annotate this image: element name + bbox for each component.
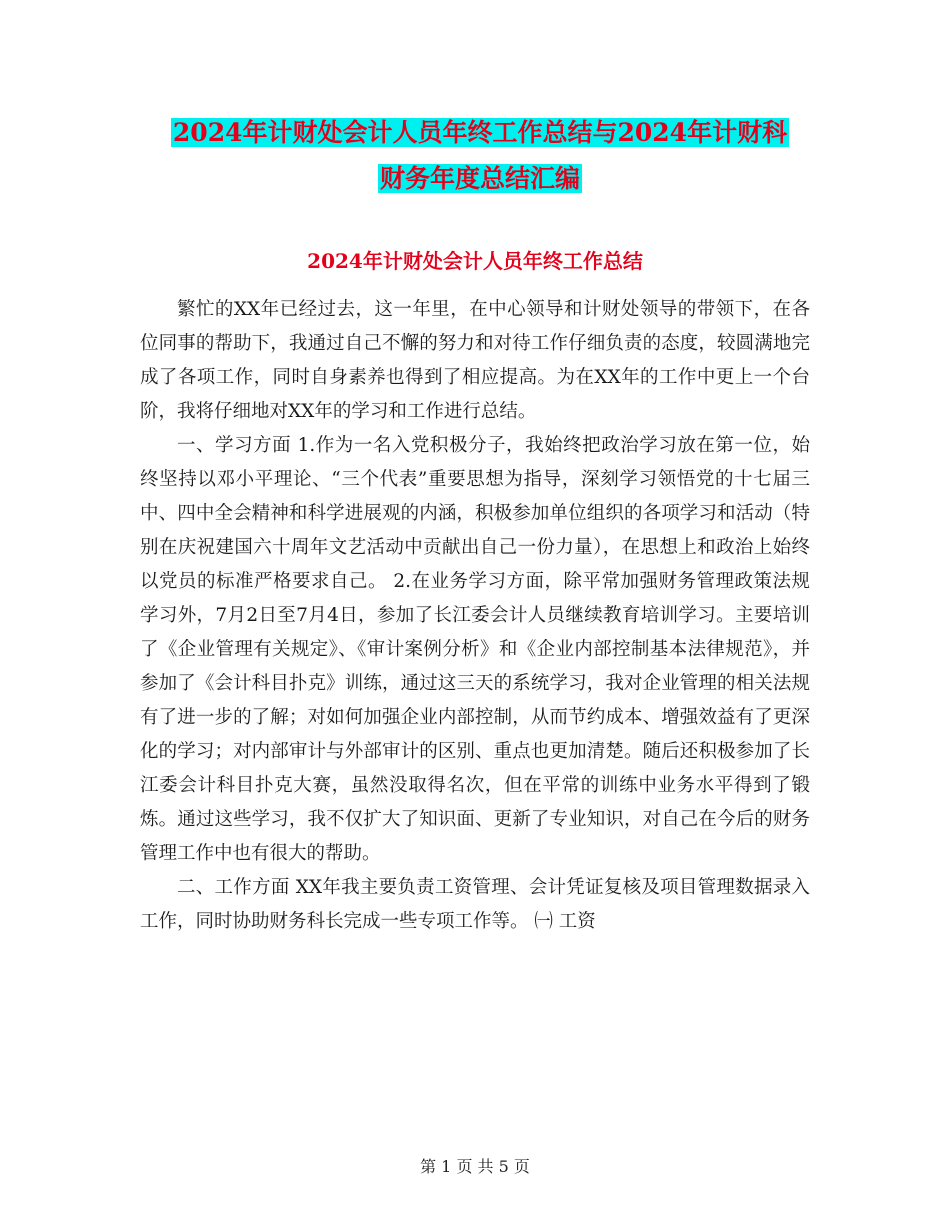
page-footer: 第 1 页 共 5 页 bbox=[420, 1157, 530, 1176]
paragraph-work: 二、工作方面 XX年我主要负责工资管理、会计凭证复核及项目管理数据录入工作，同时协助财务科长完成一些专项工作等。 ㈠ 工资 bbox=[140, 877, 810, 932]
document-title-line-1: 2024年计财处会计人员年终工作总结与2024年计财科 bbox=[172, 118, 788, 147]
section-title: 2024年计财处会计人员年终工作总结 bbox=[307, 249, 643, 273]
paragraph-intro: 繁忙的XX年已经过去，这一年里，在中心领导和计财处领导的带领下，在各位同事的帮助下，我通过自己不懈的努力和对待工作仔细负责的态度，较圆满地完成了各项工作，同时自身素养也得到了相应提高。为在XX年的工作中更上一个台阶，我将仔细地对XX年的学习和工作进行总结。 bbox=[140, 299, 810, 422]
document-title bbox=[130, 110, 830, 202]
document-title-line-2: 财务年度总结汇编 bbox=[379, 164, 580, 193]
paragraph-study: 一、学习方面 1.作为一名入党积极分子，我始终把政治学习放在第一位，始终坚持以邓小平理论、“三个代表”重要思想为指导，深刻学习领悟党的十七届三中、四中全会精神和科学进展观的内涵，积极参加单位组织的各项学习和活动（特别在庆祝建国六十周年文艺活动中贡献出自己一份力量），在思想上和政治上始终以党员的标准严格要求自己。 2.在业务学习方面，除平常加强财务管理政策法规学习外，7月2日至7月4日，参加了长江委会计人员继续教育培训学习。主要培训了《企业管理有关规定》、《审计案例分析》和《企业内部控制基本法律规范》，并参加了《会计科目扑克》训练，通过这三天的系统学习，我对企业管理的相关法规有了进一步的了解；对如何加强企业内部控制，从而节约成本、增强效益有了更深化的学习；对内部审计与外部审计的区别、重点也更加清楚。随后还积极参加了长江委会计科目扑克大赛，虽然没取得名次，但在平常的训练中业务水平得到了锻炼。通过这些学习，我不仅扩大了知识面、更新了专业知识，对自己在今后的财务管理工作中也有很大的帮助。 bbox=[140, 435, 810, 864]
document-body bbox=[140, 293, 810, 939]
